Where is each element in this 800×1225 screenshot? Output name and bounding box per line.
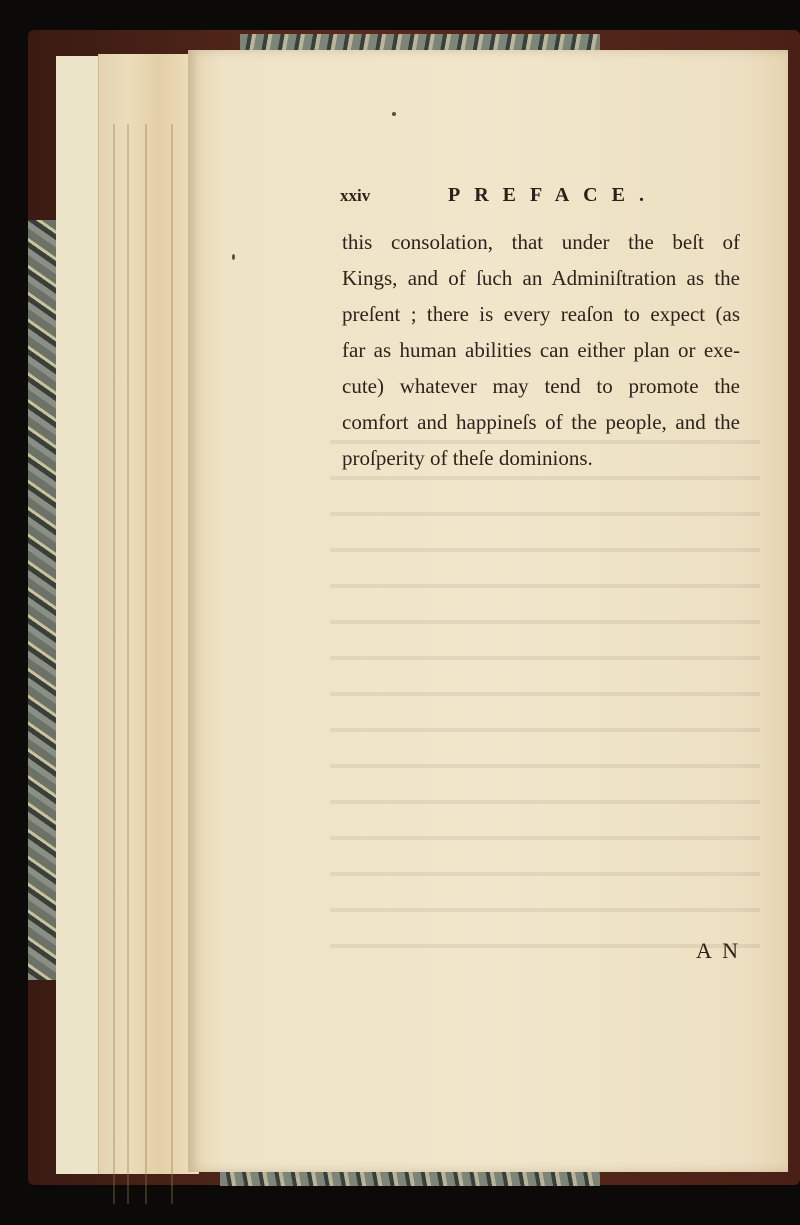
- page-number: xxiv: [340, 186, 371, 205]
- catchword: A N: [696, 938, 742, 963]
- text-line: Kings, and of ſuch an Adminiſtration as the: [342, 266, 740, 290]
- marbled-edge-top: [240, 34, 600, 50]
- ink-showthrough: [330, 420, 760, 980]
- paper-speck: [392, 112, 396, 116]
- text-line: comfort and happineſs of the people, and the: [342, 410, 740, 434]
- body-text: [342, 224, 740, 476]
- leaf-edge: [145, 124, 147, 1204]
- leaf-edge: [171, 124, 173, 1204]
- page-header: [0, 186, 800, 212]
- text-line: far as human abilities can either plan or exe-: [342, 338, 740, 362]
- paper-speck: [232, 254, 235, 260]
- text-line: preſent ; there is every reaſon to expect (as: [342, 302, 740, 326]
- text-line: this consolation, that under the beſt of: [342, 230, 740, 254]
- leaf-edge: [127, 124, 129, 1204]
- running-head: PREFACE.: [448, 184, 658, 206]
- marbled-endpaper-left: [28, 220, 58, 980]
- text-line: proſperity of theſe dominions.: [342, 446, 593, 470]
- text-line: cute) whatever may tend to promote the: [342, 374, 740, 398]
- page-stack: [98, 54, 199, 1174]
- leaf-edge: [113, 124, 115, 1204]
